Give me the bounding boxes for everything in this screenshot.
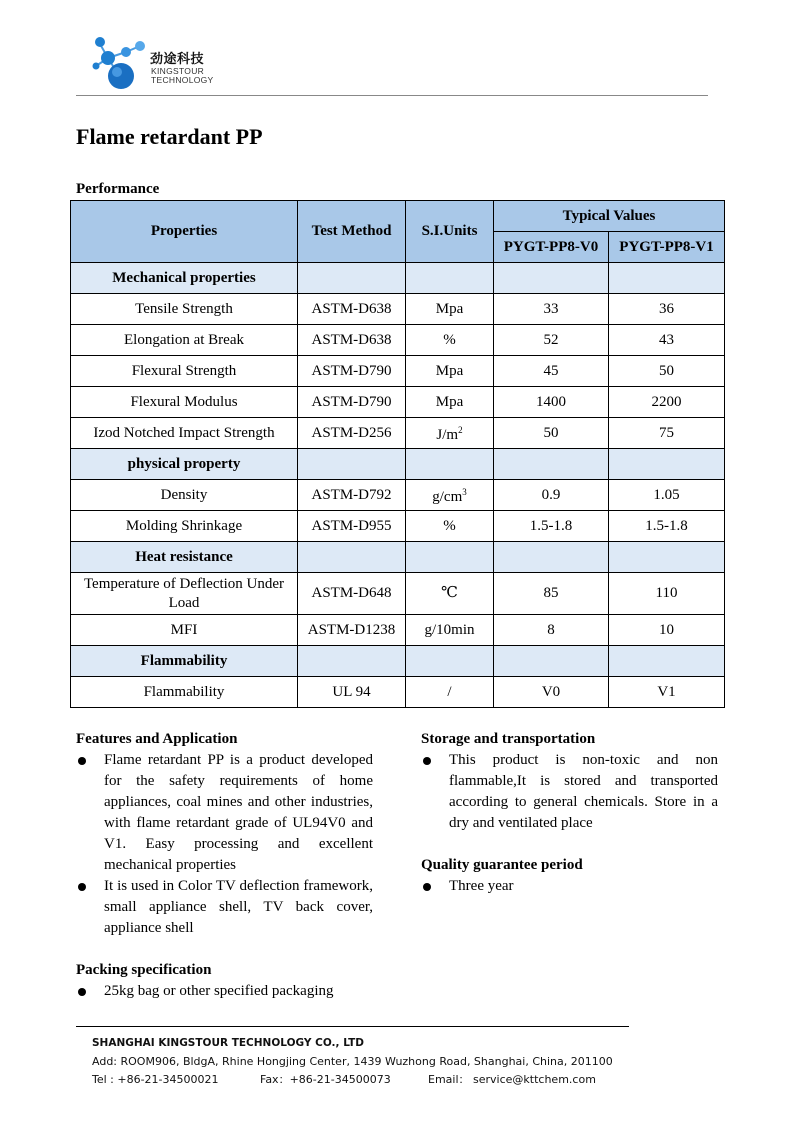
- section-row: [71, 542, 725, 573]
- unit-cell: [406, 511, 494, 542]
- section-empty-cell: [406, 542, 494, 573]
- table-row: [71, 511, 725, 542]
- company-logo: [88, 34, 228, 92]
- bullet-icon: [78, 988, 86, 996]
- unit-text: Mpa: [435, 393, 464, 410]
- method-cell: ASTM-D638: [298, 294, 406, 325]
- section-row: [71, 646, 725, 677]
- table-row: [71, 356, 725, 387]
- method-cell: ASTM-D1238: [298, 615, 406, 646]
- method-cell: ASTM-D792: [298, 480, 406, 511]
- unit-text: /: [447, 683, 452, 700]
- value-v1-cell: V1: [609, 677, 725, 708]
- unit-text: g/10min: [424, 621, 475, 638]
- value-v0-cell: 1.5-1.8: [494, 511, 609, 542]
- value-v0-cell: 8: [494, 615, 609, 646]
- unit-text: %: [443, 517, 456, 534]
- unit-cell: [406, 677, 494, 708]
- property-cell: Elongation at Break: [71, 325, 298, 356]
- value-v0-cell: 0.9: [494, 480, 609, 511]
- section-empty-cell: [298, 263, 406, 294]
- property-cell: Flexural Strength: [71, 356, 298, 387]
- value-v0-cell: 85: [494, 573, 609, 615]
- value-v1-cell: 110: [609, 573, 725, 615]
- unit-cell: [406, 615, 494, 646]
- section-title: Flammability: [71, 646, 298, 677]
- value-v1-cell: 2200: [609, 387, 725, 418]
- bullet-icon: [423, 883, 431, 891]
- header-typical-values: Typical Values: [494, 201, 725, 232]
- header-test-method: Test Method: [298, 201, 406, 263]
- footer: [92, 1034, 613, 1090]
- table-row: [71, 418, 725, 449]
- method-cell: UL 94: [298, 677, 406, 708]
- unit-text: Mpa: [435, 362, 464, 379]
- unit-cell: [406, 387, 494, 418]
- logo-chinese-name: 劲途科技: [150, 52, 205, 67]
- table-row: [71, 387, 725, 418]
- method-cell: ASTM-D648: [298, 573, 406, 615]
- storage-list: [421, 750, 718, 834]
- unit-cell: [406, 480, 494, 511]
- list-item: Flame retardant PP is a product developed for the safety requirements of home appliances, coal mines and other industries, with flame retardant grade of UL94V0 and V1. Easy processing and excellent mechanical properties: [76, 750, 373, 876]
- section-title: physical property: [71, 449, 298, 480]
- value-v0-cell: 52: [494, 325, 609, 356]
- list-item: It is used in Color TV deflection framework, small appliance shell, TV back cover, appliance shell: [76, 876, 373, 939]
- bullet-icon: [78, 883, 86, 891]
- value-v1-cell: 1.5-1.8: [609, 511, 725, 542]
- table-row: [71, 677, 725, 708]
- bullet-icon: [78, 757, 86, 765]
- section-empty-cell: [609, 646, 725, 677]
- method-cell: ASTM-D790: [298, 387, 406, 418]
- table-row: [71, 294, 725, 325]
- list-item: This product is non-toxic and non flammable,It is stored and transported according to general chemicals. Store in a dry and ventilated place: [421, 750, 718, 834]
- method-cell: ASTM-D638: [298, 325, 406, 356]
- unit-cell: [406, 573, 494, 615]
- footer-divider: [76, 1026, 629, 1027]
- value-v1-cell: 75: [609, 418, 725, 449]
- value-v0-cell: 50: [494, 418, 609, 449]
- quality-list: [421, 876, 718, 897]
- unit-superscript: 3: [462, 487, 467, 497]
- value-v1-cell: 36: [609, 294, 725, 325]
- section-empty-cell: [494, 449, 609, 480]
- page-title: Flame retardant PP: [76, 124, 263, 149]
- value-v0-cell: V0: [494, 677, 609, 708]
- unit-superscript: 2: [458, 425, 463, 435]
- property-cell: Molding Shrinkage: [71, 511, 298, 542]
- unit-text: g/cm: [432, 489, 463, 505]
- header-divider: [76, 95, 708, 96]
- section-empty-cell: [298, 646, 406, 677]
- performance-label: Performance: [76, 181, 160, 197]
- table-row: [71, 615, 725, 646]
- bullet-icon: [423, 757, 431, 765]
- property-cell: MFI: [71, 615, 298, 646]
- property-cell: Flexural Modulus: [71, 387, 298, 418]
- section-empty-cell: [298, 449, 406, 480]
- section-empty-cell: [609, 263, 725, 294]
- unit-cell: [406, 418, 494, 449]
- header-grade-v0: PYGT-PP8-V0: [494, 232, 609, 263]
- method-cell: ASTM-D790: [298, 356, 406, 387]
- footer-tel: Tel : +86-21-34500021: [92, 1073, 219, 1086]
- logo-english-line2: TECHNOLOGY: [151, 75, 214, 85]
- section-empty-cell: [406, 646, 494, 677]
- section-empty-cell: [494, 646, 609, 677]
- right-column: [421, 729, 718, 897]
- value-v0-cell: 1400: [494, 387, 609, 418]
- quality-heading: Quality guarantee period: [421, 857, 583, 873]
- logo-english-line1: KINGSTOUR: [151, 66, 205, 76]
- section-row: [71, 263, 725, 294]
- value-v1-cell: 10: [609, 615, 725, 646]
- header-properties: Properties: [71, 201, 298, 263]
- features-list: [76, 750, 373, 939]
- property-cell: Temperature of Deflection Under Load: [71, 573, 298, 615]
- section-empty-cell: [494, 263, 609, 294]
- table-row: [71, 573, 725, 615]
- method-cell: ASTM-D955: [298, 511, 406, 542]
- storage-heading: Storage and transportation: [421, 731, 596, 747]
- value-v0-cell: 45: [494, 356, 609, 387]
- section-empty-cell: [406, 449, 494, 480]
- features-heading: Features and Application: [76, 731, 238, 747]
- list-item: Three year: [421, 876, 718, 897]
- header-grade-v1: PYGT-PP8-V1: [609, 232, 725, 263]
- section-empty-cell: [494, 542, 609, 573]
- property-cell: Izod Notched Impact Strength: [71, 418, 298, 449]
- section-empty-cell: [406, 263, 494, 294]
- unit-cell: [406, 356, 494, 387]
- packing-heading: Packing specification: [76, 962, 212, 978]
- packing-list: [76, 981, 373, 1002]
- section-title: Mechanical properties: [71, 263, 298, 294]
- logo-molecule-icon: [88, 34, 150, 92]
- header-units: S.I.Units: [406, 201, 494, 263]
- performance-table: [70, 200, 725, 708]
- property-cell: Density: [71, 480, 298, 511]
- footer-fax: Fax：+86-21-34500073: [260, 1073, 391, 1086]
- unit-text: %: [443, 331, 456, 348]
- unit-cell: [406, 294, 494, 325]
- footer-email: Email： service@kttchem.com: [428, 1073, 596, 1086]
- section-empty-cell: [609, 449, 725, 480]
- table-row: [71, 325, 725, 356]
- list-item: 25kg bag or other specified packaging: [76, 981, 373, 1002]
- section-empty-cell: [298, 542, 406, 573]
- unit-text: Mpa: [435, 300, 464, 317]
- value-v0-cell: 33: [494, 294, 609, 325]
- value-v1-cell: 50: [609, 356, 725, 387]
- section-row: [71, 449, 725, 480]
- property-cell: Flammability: [71, 677, 298, 708]
- value-v1-cell: 1.05: [609, 480, 725, 511]
- left-column: [76, 729, 373, 1002]
- footer-address: Add: ROOM906, BldgA, Rhine Hongjing Center, 1439 Wuzhong Road, Shanghai, China, 201100: [92, 1054, 613, 1068]
- unit-cell: [406, 325, 494, 356]
- footer-company: SHANGHAI KINGSTOUR TECHNOLOGY CO., LTD: [92, 1037, 365, 1049]
- unit-text: J/m: [436, 427, 459, 443]
- table-row: [71, 480, 725, 511]
- unit-text: ℃: [441, 585, 458, 601]
- value-v1-cell: 43: [609, 325, 725, 356]
- property-cell: Tensile Strength: [71, 294, 298, 325]
- footer-contact: [92, 1071, 613, 1090]
- section-empty-cell: [609, 542, 725, 573]
- section-title: Heat resistance: [71, 542, 298, 573]
- method-cell: ASTM-D256: [298, 418, 406, 449]
